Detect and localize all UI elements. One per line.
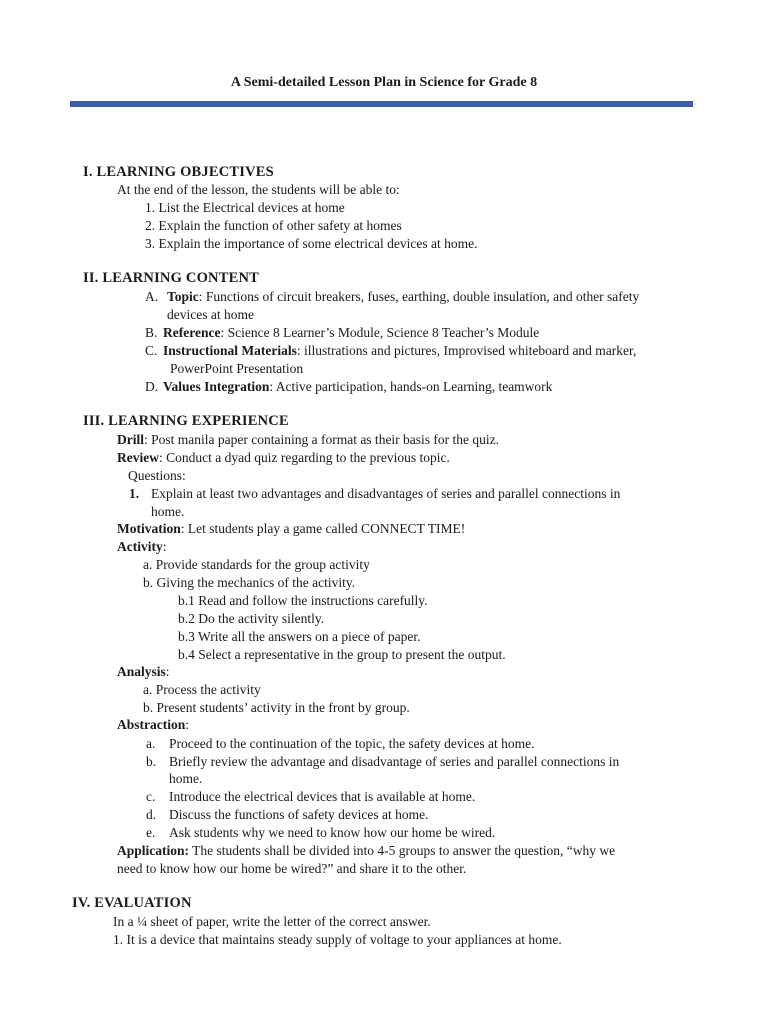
topic-text: : Functions of circuit breakers, fuses, earthing, double insulation, and other safety xyxy=(198,289,640,304)
drill-text: : Post manila paper containing a format as their basis for the quiz. xyxy=(144,432,500,447)
abstraction-text: Introduce the electrical devices that is available at home. xyxy=(169,789,476,804)
evaluation-intro: In a ¼ sheet of paper, write the letter of the correct answer. xyxy=(113,914,431,929)
activity-subitem: b.4 Select a representative in the group to present the output. xyxy=(178,647,506,662)
motivation-text: : Let students play a game called CONNECT TIME! xyxy=(180,521,466,536)
abstraction-colon: : xyxy=(185,717,190,732)
abstraction-line xyxy=(117,716,189,734)
analysis-colon: : xyxy=(165,664,170,679)
analysis-item: a. Process the activity xyxy=(143,682,261,697)
experience-heading: III. LEARNING EXPERIENCE xyxy=(83,413,289,429)
application-line xyxy=(117,842,615,860)
evaluation-heading: IV. EVALUATION xyxy=(72,895,192,911)
activity-label: Activity xyxy=(117,539,163,554)
reference-line xyxy=(163,324,539,342)
question-text-cont: home. xyxy=(151,504,185,519)
topic-label: Topic xyxy=(167,289,199,304)
topic-line xyxy=(167,288,639,306)
analysis-item: b. Present students’ activity in the front by group. xyxy=(143,700,410,715)
materials-text: : illustrations and pictures, Improvised whiteboard and marker, xyxy=(296,343,637,358)
abstraction-marker: b. xyxy=(146,754,157,769)
objectives-intro: At the end of the lesson, the students will be able to: xyxy=(117,182,400,197)
question-marker: 1. xyxy=(129,486,140,501)
abstraction-marker: d. xyxy=(146,807,157,822)
abstraction-marker: e. xyxy=(146,825,156,840)
application-text: The students shall be divided into 4-5 groups to answer the question, “why we xyxy=(189,843,616,858)
values-line xyxy=(163,378,552,396)
materials-line xyxy=(163,342,636,360)
evaluation-question: 1. It is a device that maintains steady supply of voltage to your appliances at home. xyxy=(113,932,562,947)
abstraction-label: Abstraction xyxy=(117,717,186,732)
application-label: Application: xyxy=(117,843,190,858)
abstraction-text: Briefly review the advantage and disadvantage of series and parallel connections in xyxy=(169,754,620,769)
values-marker: D. xyxy=(145,379,159,394)
analysis-line xyxy=(117,663,170,681)
review-line xyxy=(117,449,450,467)
abstraction-text-cont: home. xyxy=(169,771,203,786)
objective-item: 3. Explain the importance of some electrical devices at home. xyxy=(145,236,478,251)
activity-subitem: b.3 Write all the answers on a piece of paper. xyxy=(178,629,421,644)
abstraction-text: Proceed to the continuation of the topic, the safety devices at home. xyxy=(169,736,535,751)
motivation-line xyxy=(117,520,465,538)
abstraction-marker: c. xyxy=(146,789,156,804)
topic-text-cont: devices at home xyxy=(167,307,254,322)
question-text: Explain at least two advantages and disadvantages of series and parallel connections in xyxy=(151,486,621,501)
materials-label: Instructional Materials xyxy=(163,343,297,358)
drill-line xyxy=(117,431,499,449)
abstraction-text: Discuss the functions of safety devices at home. xyxy=(169,807,429,822)
drill-label: Drill xyxy=(117,432,144,447)
abstraction-text: Ask students why we need to know how our home be wired. xyxy=(169,825,496,840)
objectives-heading: I. LEARNING OBJECTIVES xyxy=(83,164,274,180)
materials-marker: C. xyxy=(145,343,158,358)
activity-item: a. Provide standards for the group activity xyxy=(143,557,370,572)
activity-subitem: b.1 Read and follow the instructions carefully. xyxy=(178,593,428,608)
review-text: : Conduct a dyad quiz regarding to the previous topic. xyxy=(158,450,450,465)
activity-subitem: b.2 Do the activity silently. xyxy=(178,611,325,626)
reference-text: : Science 8 Learner’s Module, Science 8 Teacher’s Module xyxy=(220,325,540,340)
values-label: Values Integration xyxy=(163,379,270,394)
title-divider xyxy=(70,101,693,107)
abstraction-marker: a. xyxy=(146,736,156,751)
values-text: : Active participation, hands-on Learning, teamwork xyxy=(269,379,553,394)
review-label: Review xyxy=(117,450,159,465)
document-title: A Semi-detailed Lesson Plan in Science for Grade 8 xyxy=(230,75,538,90)
questions-label: Questions: xyxy=(128,468,186,483)
objective-item: 2. Explain the function of other safety at homes xyxy=(145,218,402,233)
activity-line xyxy=(117,538,167,556)
topic-marker: A. xyxy=(145,289,159,304)
application-text-cont: need to know how our home be wired?” and share it to the other. xyxy=(117,861,467,876)
activity-item: b. Giving the mechanics of the activity. xyxy=(143,575,356,590)
analysis-label: Analysis xyxy=(117,664,166,679)
reference-marker: B. xyxy=(145,325,158,340)
motivation-label: Motivation xyxy=(117,521,181,536)
content-heading: II. LEARNING CONTENT xyxy=(83,270,260,286)
activity-colon: : xyxy=(162,539,167,554)
objective-item: 1. List the Electrical devices at home xyxy=(145,200,345,215)
reference-label: Reference xyxy=(163,325,221,340)
materials-text-cont: PowerPoint Presentation xyxy=(170,361,304,376)
